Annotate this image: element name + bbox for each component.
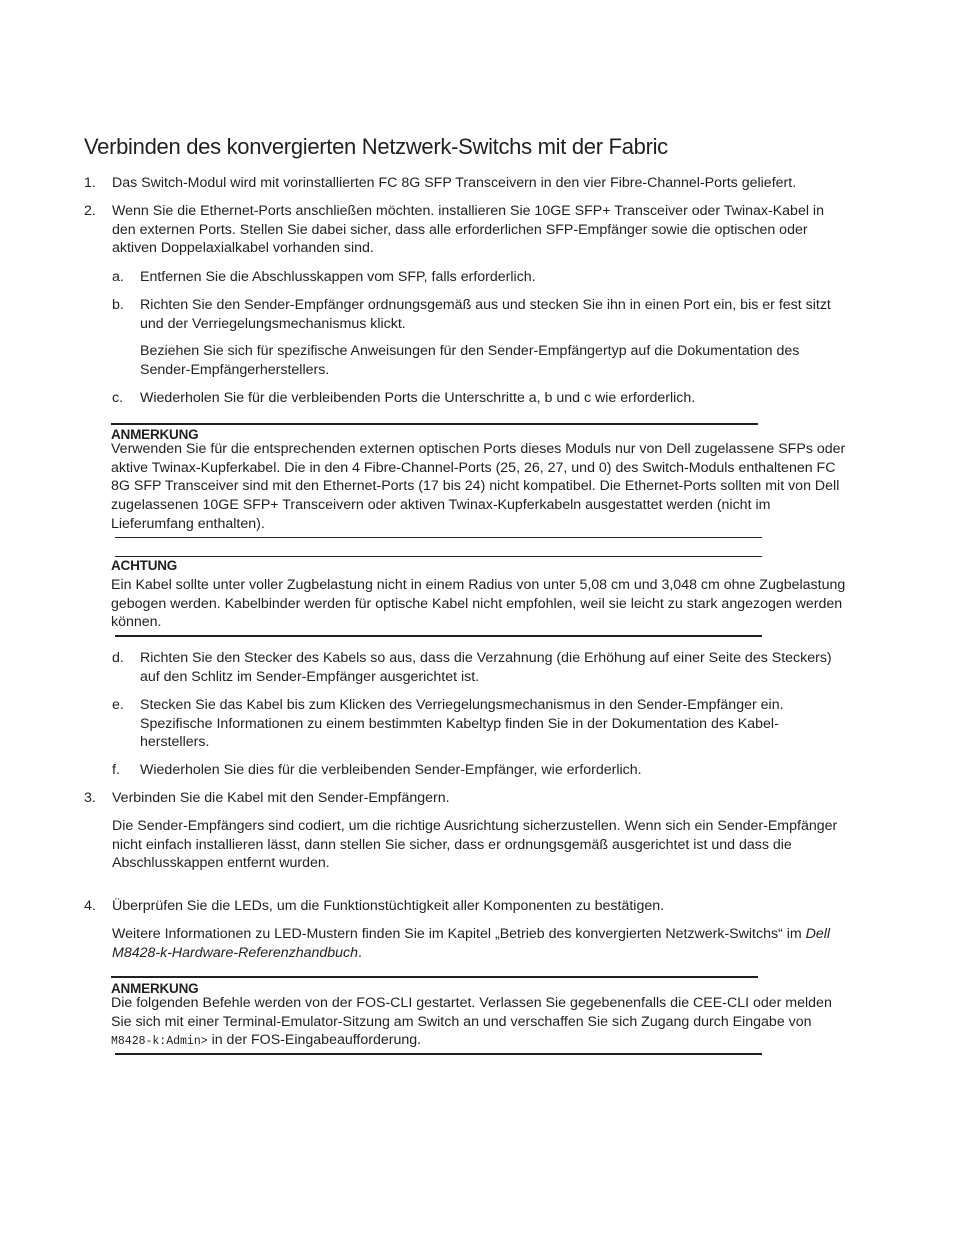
note-bottom-rule xyxy=(115,537,762,538)
substep-text: Wiederholen Sie für die verbleibenden Ports die Unterschritte a, b und c wie erforderlich. xyxy=(140,390,696,406)
step-paragraph: Die Sender-Empfängers sind codiert, um die richtige Ausrichtung sicherzustellen. Wenn sich ein Sender-Empfänger nicht einfach installieren lässt, dann stellen Sie sicher, dass er ordnungsgemäß ausgerichtet ist und dass die Abschlusskappen entfernt wurden. xyxy=(112,818,838,872)
caution-top-rule xyxy=(115,556,762,557)
step-paragraph-end: . xyxy=(358,944,362,961)
caution-label: ACHTUNG xyxy=(111,558,178,573)
step-number: 4. xyxy=(84,898,96,914)
substep-letter: d. xyxy=(112,650,124,666)
note-top-rule xyxy=(111,976,758,978)
note-label: ANMERKUNG xyxy=(111,981,199,996)
caution-text: Ein Kabel sollte unter voller Zugbelastung nicht in einem Radius von unter 5,08 cm und 3,048 cm ohne Zugbelastung gebogen werden. Kabelbinder werden für optische Kabel nicht empfohlen, weil sie leicht zu stark angezogen werden können. xyxy=(111,577,846,631)
substep-letter: e. xyxy=(112,697,124,713)
step-paragraph xyxy=(112,925,847,962)
step-text: Wenn Sie die Ethernet-Ports anschließen möchten. installieren Sie 10GE SFP+ Transceiver oder Twinax-Kabel in den externen Ports. Stellen Sie dabei sicher, dass alle erforderlichen SFP-Empfänger sowie die optischen oder aktiven Doppelaxialkabel vorhanden sind. xyxy=(112,203,824,257)
step-text: Verbinden Sie die Kabel mit den Sender-Empfängern. xyxy=(112,790,450,806)
step-text: Das Switch-Modul wird mit vorinstallierten FC 8G SFP Transceivern in den vier Fibre-Channel-Ports geliefert. xyxy=(112,175,797,191)
note-label: ANMERKUNG xyxy=(111,427,199,442)
substep-letter: c. xyxy=(112,390,124,406)
substep-text: Entfernen Sie die Abschlusskappen vom SFP, falls erforderlich. xyxy=(140,269,536,285)
substep-letter: b. xyxy=(112,297,124,313)
manual-reference: Dell M8428-k-Hardware-Referenzhandbuch xyxy=(112,926,831,961)
caution-bottom-rule xyxy=(115,635,762,637)
step-number: 3. xyxy=(84,790,96,806)
note-top-rule xyxy=(111,423,758,425)
substep-letter: a. xyxy=(112,269,124,285)
note-text xyxy=(111,994,846,1052)
step-number: 1. xyxy=(84,175,96,191)
note-bottom-rule xyxy=(115,1053,762,1055)
step-paragraph-text: Weitere Informationen zu LED-Mustern finden Sie im Kapitel „Betrieb des konvergierten Netzwerk-Switchs“ im xyxy=(112,926,806,942)
note-text-start: Die folgenden Befehle werden von der FOS-CLI gestartet. Verlassen Sie gegebenenfalls die CEE-CLI oder melden Sie sich mit einer Terminal-Emulator-Sitzung am Switch an und verschaffen Sie sich Zugang durch Eingabe von xyxy=(111,995,832,1030)
substep-text: Stecken Sie das Kabel bis zum Klicken des Verriegelungsmechanismus in den Sender-Empfänger ein. Spezifische Informationen zu einem bestimmten Kabeltyp finden Sie in der Dokumentation des Kabel-herstellers. xyxy=(140,697,784,751)
step-text: Überprüfen Sie die LEDs, um die Funktionstüchtigkeit aller Komponenten zu bestätigen. xyxy=(112,898,665,914)
substep-text: Wiederholen Sie dies für die verbleibenden Sender-Empfänger, wie erforderlich. xyxy=(140,762,642,778)
note-text-end: in der FOS-Eingabeaufforderung. xyxy=(207,1032,422,1049)
step-number: 2. xyxy=(84,203,96,219)
substep-text: Richten Sie den Sender-Empfänger ordnungsgemäß aus und stecken Sie ihn in einen Port ein, bis er fest sitzt und der Verriegelungsmechanismus klickt. xyxy=(140,297,831,332)
substep-letter: f. xyxy=(112,762,120,778)
substep-text: Richten Sie den Stecker des Kabels so aus, dass die Verzahnung (die Erhöhung auf einer Seite des Steckers) auf den Schlitz im Sender-Empfänger ausgerichtet ist. xyxy=(140,650,832,685)
note-text: Verwenden Sie für die entsprechenden externen optischen Ports dieses Moduls nur von Dell zugelassene SFPs oder aktive Twinax-Kupferkabel. Die in den 4 Fibre-Channel-Ports (25, 26, 27, und 0) des Switch-Moduls enthaltenen FC 8G SFP Transceiver sind mit den Ethernet-Ports (17 bis 24) nicht kompatibel. Die Ethernet-Ports sollten mit von Dell zugelassenen 10GE SFP+ Transceivern oder aktiven Twinax-Kupferkabeln ausgestattet werden (nicht im Lieferumfang enthalten). xyxy=(111,441,846,532)
page-title: Verbinden des konvergierten Netzwerk-Switchs mit der Fabric xyxy=(84,134,668,159)
cli-prompt-code: M8428-k:Admin> xyxy=(111,1035,208,1049)
substep-paragraph: Beziehen Sie sich für spezifische Anweisungen für den Sender-Empfängertyp auf die Dokumentation des Sender-Empfängerherstellers. xyxy=(140,343,800,378)
